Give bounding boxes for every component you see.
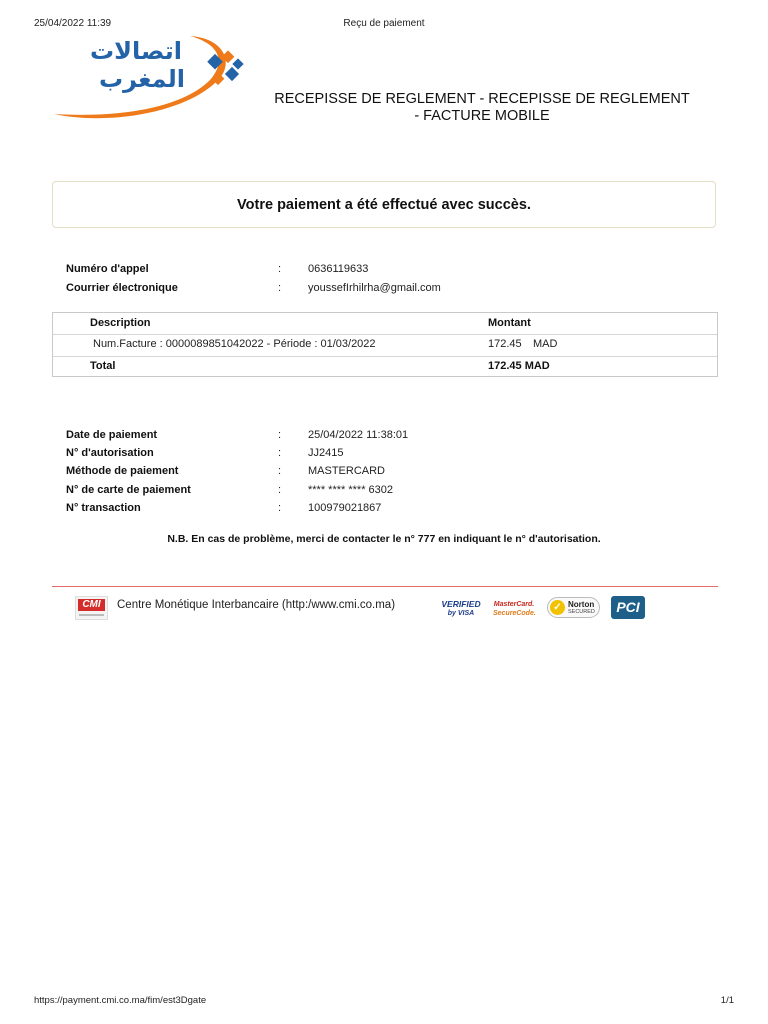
separator: : bbox=[278, 263, 282, 275]
print-url: https://payment.cmi.co.ma/fim/est3Dgate bbox=[34, 995, 207, 1006]
payment-method-value: MASTERCARD bbox=[308, 465, 386, 477]
amount-header: Montant bbox=[488, 317, 531, 329]
mc-line1: MasterCard. bbox=[493, 601, 535, 608]
success-message-box bbox=[52, 181, 716, 228]
transaction-row bbox=[66, 502, 666, 520]
total-amount: 172.45 MAD bbox=[488, 360, 550, 372]
phone-number-value: 0636119633 bbox=[308, 263, 369, 275]
cmi-logo-stripe bbox=[79, 614, 104, 616]
description-header: Description bbox=[90, 317, 151, 329]
print-page-number: 1/1 bbox=[720, 995, 734, 1006]
visa-line1: VERIFIED bbox=[441, 599, 481, 609]
norton-secured-badge bbox=[547, 597, 600, 618]
table-row bbox=[53, 334, 717, 357]
invoice-description: Num.Facture : 0000089851042022 - Période : 01/03/2022 bbox=[93, 338, 376, 350]
table-header-row bbox=[53, 313, 717, 335]
invoice-table bbox=[52, 312, 718, 377]
norton-line2: SECURED bbox=[568, 609, 595, 615]
separator: : bbox=[278, 465, 282, 477]
card-number-label: N° de carte de paiement bbox=[66, 484, 191, 496]
separator: : bbox=[278, 282, 282, 294]
payment-method-row bbox=[66, 465, 666, 483]
footer-divider bbox=[52, 586, 718, 587]
mastercard-securecode-badge bbox=[493, 600, 535, 620]
invoice-amount: 172.45 bbox=[488, 338, 522, 350]
authorization-value: JJ2415 bbox=[308, 447, 344, 459]
maroc-telecom-logo bbox=[50, 30, 250, 122]
logo-arabic-line2: المغرب bbox=[99, 65, 185, 93]
separator: : bbox=[278, 484, 282, 496]
success-message: Votre paiement a été effectué avec succès. bbox=[237, 196, 531, 213]
email-value: youssefIrhilrha@gmail.com bbox=[308, 282, 441, 294]
verified-by-visa-badge bbox=[441, 599, 481, 619]
total-label: Total bbox=[90, 360, 116, 372]
card-number-value: **** **** **** 6302 bbox=[308, 484, 394, 496]
payment-date-label: Date de paiement bbox=[66, 429, 158, 441]
receipt-title: RECEPISSE DE REGLEMENT - RECEPISSE DE REGLEMENT - FACTURE MOBILE bbox=[274, 91, 690, 124]
transaction-value: 100979021867 bbox=[308, 502, 382, 514]
visa-line2: by VISA bbox=[447, 610, 475, 617]
checkmark-icon: ✓ bbox=[550, 600, 565, 615]
separator: : bbox=[278, 447, 282, 459]
authorization-row bbox=[66, 447, 666, 465]
payment-method-label: Méthode de paiement bbox=[66, 465, 179, 477]
separator: : bbox=[278, 502, 282, 514]
logo-arabic-line1: اتصالات bbox=[90, 37, 182, 65]
payment-date-row bbox=[66, 429, 666, 447]
pci-badge: PCI bbox=[611, 596, 645, 619]
email-row bbox=[66, 282, 666, 300]
cmi-logo bbox=[75, 596, 108, 620]
support-note: N.B. En cas de problème, merci de contacter le n° 777 en indiquant le n° d'autorisation. bbox=[167, 533, 601, 545]
email-label: Courrier électronique bbox=[66, 282, 178, 294]
norton-line1: Norton bbox=[568, 600, 595, 609]
phone-number-label: Numéro d'appel bbox=[66, 263, 149, 275]
print-page-title: Reçu de paiement bbox=[343, 18, 425, 29]
card-number-row bbox=[66, 484, 666, 502]
cmi-link-text: Centre Monétique Interbancaire (http:/www.cmi.co.ma) bbox=[117, 599, 396, 611]
payment-date-value: 25/04/2022 11:38:01 bbox=[308, 429, 409, 441]
authorization-label: N° d'autorisation bbox=[66, 447, 154, 459]
phone-number-row bbox=[66, 263, 666, 281]
table-total-row bbox=[53, 356, 717, 376]
print-datetime: 25/04/2022 11:39 bbox=[34, 18, 112, 29]
mc-line2: SecureCode. bbox=[493, 610, 536, 617]
cmi-logo-text: CMI bbox=[78, 599, 105, 611]
transaction-label: N° transaction bbox=[66, 502, 141, 514]
invoice-currency: MAD bbox=[533, 338, 558, 350]
separator: : bbox=[278, 429, 282, 441]
